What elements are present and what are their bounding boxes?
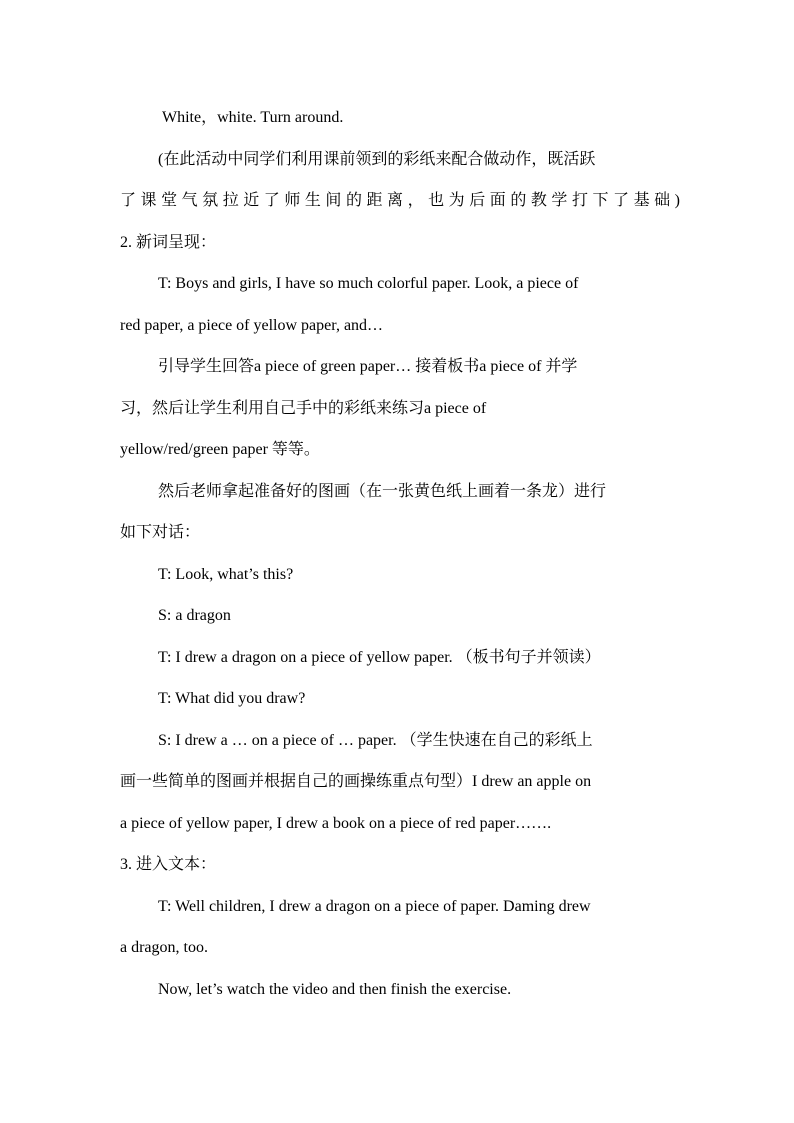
- text-line: 然后老师拿起准备好的图画（在一张黄色纸上画着一条龙）进行: [158, 483, 607, 500]
- text-line: Now, let’s watch the video and then finish the exercise.: [158, 981, 512, 998]
- text-line: 引导学生回答a piece of green paper… 接着板书a piece of 并学: [158, 358, 578, 375]
- section-heading: 3. 进入文本：: [120, 856, 217, 873]
- text-line: T: I drew a dragon on a piece of yellow paper. （板书句子并领读）: [158, 649, 601, 666]
- text-line: 如下对话：: [120, 524, 201, 541]
- text-line: T: Boys and girls, I have so much colorful paper. Look, a piece of: [158, 275, 579, 292]
- text-line: T: Well children, I drew a dragon on a piece of paper. Daming drew: [158, 898, 591, 915]
- text-line: 画一些简单的图画并根据自己的画操练重点句型）I drew an apple on: [120, 773, 592, 790]
- section-heading: 2. 新词呈现：: [120, 234, 217, 251]
- text-line: a piece of yellow paper, I drew a book on a piece of red paper…….: [120, 815, 552, 832]
- text-line: red paper, a piece of yellow paper, and…: [120, 317, 384, 334]
- text-line: S: a dragon: [158, 607, 231, 624]
- text-line: 习，然后让学生利用自己手中的彩纸来练习a piece of: [120, 400, 487, 417]
- text-line: a dragon, too.: [120, 939, 208, 956]
- text-line: S: I drew a … on a piece of … paper. （学生快速在自己的彩纸上: [158, 732, 593, 749]
- text-line: (在此活动中同学们利用课前领到的彩纸来配合做动作，既活跃: [158, 151, 596, 168]
- text-line: yellow/red/green paper 等等。: [120, 441, 320, 458]
- text-line: 了课堂气氛拉近了师生间的距离，也为后面的教学打下了基础): [120, 192, 680, 209]
- text-line: T: What did you draw?: [158, 690, 306, 707]
- text-line: T: Look, what’s this?: [158, 566, 294, 583]
- text-line: White，white. Turn around.: [162, 109, 344, 126]
